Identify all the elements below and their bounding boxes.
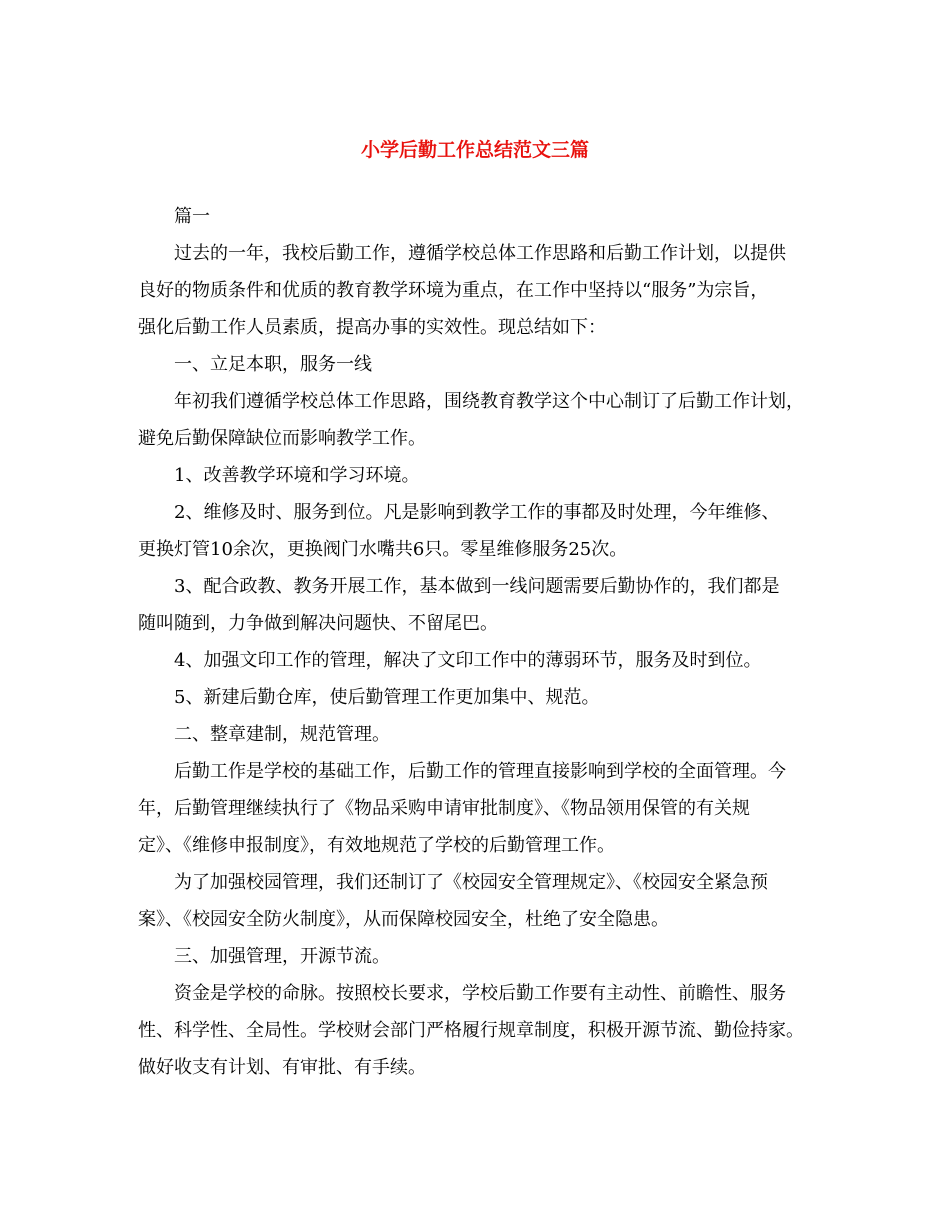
paragraph-line: 年初我们遵循学校总体工作思路，围绕教育教学这个中心制订了后勤工作计划，: [174, 391, 804, 412]
paragraph-line: 强化后勤工作人员素质，提高办事的实效性。现总结如下：: [138, 317, 606, 338]
section-heading: 一、立足本职，服务一线: [174, 354, 372, 375]
paragraph-line: 年，后勤管理继续执行了《物品采购申请审批制度》、《物品领用保管的有关规: [138, 798, 750, 819]
paragraph-line: 性、科学性、全局性。学校财会部门严格履行规章制度，积极开源节流、勤俭持家。: [138, 1020, 804, 1041]
paragraph-line: 定》、《维修申报制度》，有效地规范了学校的后勤管理工作。: [138, 835, 615, 856]
list-item: 2、维修及时、服务到位。凡是影响到教学工作的事都及时处理，今年维修、: [174, 502, 780, 523]
paragraph-line: 资金是学校的命脉。按照校长要求，学校后勤工作要有主动性、前瞻性、服务: [174, 983, 786, 1004]
paragraph-line: 后勤工作是学校的基础工作，后勤工作的管理直接影响到学校的全面管理。今: [174, 761, 786, 782]
list-item: 4、加强文印工作的管理，解决了文印工作中的薄弱环节，服务及时到位。: [174, 650, 762, 671]
section-heading: 三、加强管理，开源节流。: [174, 946, 390, 967]
paragraph-line: 随叫随到，力争做到解决问题快、不留尾巴。: [138, 613, 498, 634]
document-title: 小学后勤工作总结范文三篇: [360, 139, 589, 161]
paragraph-line: 良好的物质条件和优质的教育教学环境为重点，在工作中坚持以“服务”为宗旨，: [138, 280, 769, 301]
paragraph-line: 案》、《校园安全防火制度》，从而保障校园安全，杜绝了安全隐患。: [138, 909, 669, 930]
paragraph-line: 更换灯管10余次，更换阀门水嘴共6只。零星维修服务25次。: [138, 539, 628, 560]
list-item: 5、新建后勤仓库，使后勤管理工作更加集中、规范。: [174, 687, 600, 708]
paragraph-line: 避免后勤保障缺位而影响教学工作。: [138, 428, 426, 449]
list-item: 3、配合政教、教务开展工作，基本做到一线问题需要后勤协作的，我们都是: [174, 576, 780, 597]
paragraph-line: 为了加强校园管理，我们还制订了《校园安全管理规定》、《校园安全紧急预: [174, 872, 768, 893]
paragraph-line: 做好收支有计划、有审批、有手续。: [138, 1057, 426, 1078]
section-heading: 篇一: [174, 206, 210, 227]
paragraph-line: 过去的一年，我校后勤工作，遵循学校总体工作思路和后勤工作计划，以提供: [174, 243, 786, 264]
list-item: 1、改善教学环境和学习环境。: [174, 465, 420, 486]
section-heading: 二、整章建制，规范管理。: [174, 724, 390, 745]
